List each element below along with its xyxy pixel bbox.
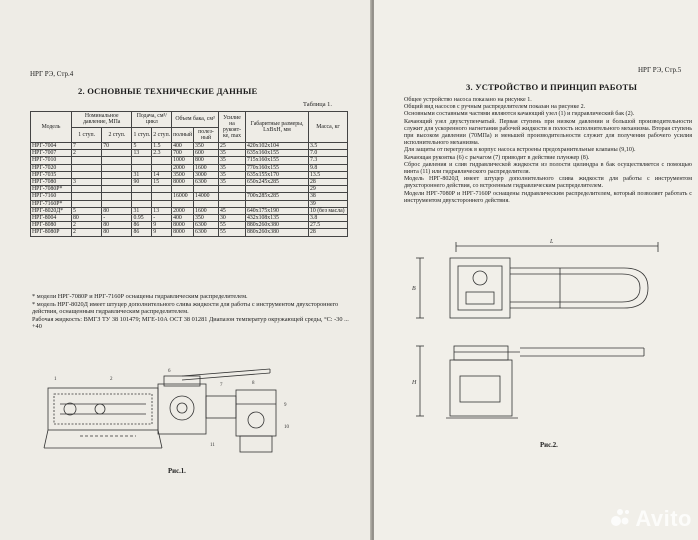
table-cell-f: 55 (219, 222, 246, 229)
table-cell-p2: - (102, 215, 132, 222)
table-notes (32, 293, 350, 331)
figure-1-caption: Рис.1. (168, 468, 186, 475)
table-cell-v2: 800 (194, 157, 219, 164)
table-cell-model: НРГ-7160Р* (31, 200, 72, 207)
note-1: * модели НРГ-7080Р и НРГ-7160Р оснащены гидравлическим распределителем. (32, 293, 248, 300)
table-cell-f: 35 (219, 157, 246, 164)
table-cell-dims: 715x160x155 (246, 157, 309, 164)
table-cell-dims: 700x285x285 (246, 193, 309, 200)
figure-2-caption: Рис.2. (540, 442, 558, 449)
table-cell-v1: 400 (172, 215, 194, 222)
svg-text:2: 2 (110, 377, 113, 382)
svg-text:9: 9 (284, 403, 287, 408)
table-cell-dims: 432x108x135 (246, 215, 309, 222)
table-cell-p2 (102, 150, 132, 157)
table-cell-p1: 2 (72, 150, 102, 157)
table-cell-v1: 8000 (172, 179, 194, 186)
table-cell-m: 7.0 (309, 150, 348, 157)
table-cell-f: 35 (219, 150, 246, 157)
table-cell-m: 39 (309, 200, 348, 207)
table-cell-dims: 635x160x155 (246, 150, 309, 157)
table-cell-v2: 14000 (194, 193, 219, 200)
paragraph-2: Общий вид насосов с ручным распределителем показан на рисунке 2. (404, 104, 586, 111)
table-cell-v2 (194, 186, 219, 193)
table-cell-v2: 350 (194, 143, 219, 150)
table-cell-p2: 80 (102, 229, 132, 236)
table-cell-q1: 5 (132, 143, 152, 150)
table-cell-v2: 3000 (194, 171, 219, 178)
table-cell-v2: 6300 (194, 229, 219, 236)
header-stage1: 1 ступ. (72, 127, 102, 143)
table-cell-p2: 80 (102, 207, 132, 214)
table-row (31, 200, 348, 207)
svg-text:11: 11 (210, 443, 215, 448)
table-cell-v1: 2000 (172, 207, 194, 214)
header-pressure: Номинальное давление, МПа (72, 112, 132, 128)
svg-text:1: 1 (54, 377, 57, 382)
table-cell-p2: 70 (102, 143, 132, 150)
table-cell-model: НРГ-7007 (31, 150, 72, 157)
table-cell-q1 (132, 186, 152, 193)
right-page-header: НРГ РЭ, Стр.5 (638, 66, 682, 74)
header-model: Модель (31, 112, 72, 143)
table-cell-q2 (152, 200, 172, 207)
table-cell-dims: 880x260x380 (246, 229, 309, 236)
table-cell-p1: 80 (72, 215, 102, 222)
table-row (31, 157, 348, 164)
table-row (31, 143, 348, 150)
right-page-title: 3. УСТРОЙСТВО И ПРИНЦИП РАБОТЫ (466, 82, 638, 92)
table-row (31, 164, 348, 171)
right-page (374, 0, 698, 540)
table-cell-f (219, 193, 246, 200)
table-cell-v2: 1600 (194, 164, 219, 171)
table-cell-q1: 31 (132, 207, 152, 214)
table-cell-p2 (102, 179, 132, 186)
header-stage1b: 1 ступ. (132, 127, 152, 143)
table-cell-f: 45 (219, 207, 246, 214)
table-row (31, 222, 348, 229)
table-cell-q1: 0.95 (132, 215, 152, 222)
table-cell-q1: 86 (132, 229, 152, 236)
dim-label-length: L (550, 239, 554, 245)
header-stage2b: 2 ступ. (152, 127, 172, 143)
table-cell-model: НРГ-7080 (31, 179, 72, 186)
table-cell-m: 3.5 (309, 143, 348, 150)
table-cell-q1: 90 (132, 179, 152, 186)
header-dims: Габаритные размеры, LxBxH, мм (246, 112, 309, 143)
specs-table (30, 111, 348, 237)
table-cell-dims: 770x160x155 (246, 164, 309, 171)
paragraph-5: Для защиты от перегрузок в корпус насоса встроены предохранительные клапаны (9,10). (404, 147, 636, 154)
table-row (31, 193, 348, 200)
table-cell-q1 (132, 164, 152, 171)
table-cell-f (219, 186, 246, 193)
table-cell-f: 55 (219, 229, 246, 236)
table-cell-p2 (102, 193, 132, 200)
paragraph-3: Основными составными частями являются качающий узел (1) и гидравлический бак (2). (404, 111, 635, 118)
table-cell-p2: 80 (102, 222, 132, 229)
table-cell-q2: 15 (152, 179, 172, 186)
table-cell-model: НРГ-7080Р* (31, 186, 72, 193)
table-cell-q2 (152, 186, 172, 193)
table-cell-model: НРГ-7010 (31, 157, 72, 164)
table-row (31, 171, 348, 178)
table-cell-p1 (72, 193, 102, 200)
table-cell-dims: 420x102x104 (246, 143, 309, 150)
avito-watermark-text: Avito (635, 505, 692, 531)
table-cell-m: 29 (309, 186, 348, 193)
svg-text:6: 6 (168, 369, 171, 374)
table-cell-m: 13.5 (309, 171, 348, 178)
table-cell-p1: 2 (72, 229, 102, 236)
table-cell-p2 (102, 171, 132, 178)
table-cell-q2 (152, 164, 172, 171)
table-cell-p1 (72, 157, 102, 164)
table-cell-m: 28 (309, 179, 348, 186)
table-cell-f: 35 (219, 164, 246, 171)
header-volume: Объем бака, см³ (172, 112, 219, 128)
figure-1-pump-drawing (40, 366, 310, 458)
table-cell-model: НРГ-7160 (31, 193, 72, 200)
table-cell-q2: - (152, 215, 172, 222)
figure-2-drawing (410, 236, 672, 436)
table-cell-dims: 640x175x190 (246, 207, 309, 214)
table-cell-model: НРГ-7035 (31, 171, 72, 178)
dim-label-width: B (412, 286, 416, 292)
paragraph-6: Качающая рукоятка (6) с рычагом (7) приводит в действие плунжер (8). (404, 154, 590, 161)
table-cell-p1: 7 (72, 143, 102, 150)
table-cell-m: 28 (309, 229, 348, 236)
table-cell-dims: 650x245x285 (246, 179, 309, 186)
header-mass: Масса, кг (309, 112, 348, 143)
header-force: Усилие на рукоят-ке, max (219, 112, 246, 143)
table-cell-v1: 1000 (172, 157, 194, 164)
table-cell-q1 (132, 193, 152, 200)
table-cell-q2: 9 (152, 229, 172, 236)
table-cell-m: 38 (309, 193, 348, 200)
table-cell-v2: 1600 (194, 207, 219, 214)
table-cell-f: 30 (219, 215, 246, 222)
table-cell-p2 (102, 157, 132, 164)
table-cell-p2 (102, 164, 132, 171)
table-cell-q1: 31 (132, 171, 152, 178)
table-cell-p2 (102, 186, 132, 193)
table-cell-p1 (72, 171, 102, 178)
svg-text:10: 10 (284, 425, 289, 430)
table-cell-v2: 600 (194, 150, 219, 157)
table-cell-q1 (132, 200, 152, 207)
table-cell-m: 9.8 (309, 164, 348, 171)
table-cell-p1 (72, 186, 102, 193)
table-cell-q2: 2.3 (152, 150, 172, 157)
paragraph-8: Модель НРГ-8020Д имеет штуцер дополнительного слива жидкости для работы с инструментом двухстороннего действия, со встроенным гидравлическим распределителем. (404, 176, 692, 190)
header-flow: Подача, см³/цикл (132, 112, 172, 128)
table-cell-q2 (152, 157, 172, 164)
table-cell-model: НРГ-8004 (31, 215, 72, 222)
table-cell-model: НРГ-8080 (31, 222, 72, 229)
table-cell-v1 (172, 200, 194, 207)
table-cell-m: 7.3 (309, 157, 348, 164)
table-cell-v2: 6300 (194, 179, 219, 186)
specs-table-body (31, 143, 348, 237)
table-cell-f: 25 (219, 143, 246, 150)
note-3: Рабочая жидкость: ВМГЗ ТУ 38 101479; МГЕ-10А ОСТ 38 01281 Диапазон температур окружающей среды, °С: -30 ... +40 (32, 315, 349, 330)
table-row (31, 179, 348, 186)
table-cell-q1: 13 (132, 150, 152, 157)
table-cell-model: НРГ-7020 (31, 164, 72, 171)
dim-label-height: H (412, 380, 417, 386)
table-cell-f: 35 (219, 171, 246, 178)
table-cell-v1: 700 (172, 150, 194, 157)
header-stage2: 2 ступ. (102, 127, 132, 143)
table-cell-m: 10 (без масла) (309, 207, 348, 214)
table-cell-f (219, 200, 246, 207)
table-cell-m: 27.5 (309, 222, 348, 229)
table-cell-v1: 8000 (172, 229, 194, 236)
avito-watermark (610, 506, 692, 534)
table-label: Таблица 1. (303, 101, 332, 108)
table-cell-dims: 635x155x170 (246, 171, 309, 178)
left-page-header: НРГ РЭ, Стр.4 (30, 70, 74, 78)
table-cell-v2 (194, 200, 219, 207)
table-cell-p1: 2 (72, 222, 102, 229)
table-cell-q2: 9 (152, 222, 172, 229)
paragraph-4: Качающий узел двухступенчатый. Первая ступень при низком давлении и большой производительности служит для ускоренного нагнетания рабочей жидкости в полость исполнительного механизма. Вторая ступень при высоком давлении (70МПа) и меньшей производительности служит для получения рабочего усилия исполнительного механизма. (404, 118, 692, 147)
table-row (31, 215, 348, 222)
table-cell-q1: 86 (132, 222, 152, 229)
paragraph-1: Общее устройство насоса показано на рисунке 1. (404, 97, 532, 103)
table-cell-model: НРГ-8080Р (31, 229, 72, 236)
table-cell-p1 (72, 200, 102, 207)
table-cell-dims: 880x260x380 (246, 222, 309, 229)
table-cell-p1 (72, 164, 102, 171)
table-row (31, 186, 348, 193)
header-useful: полез-ный (194, 127, 219, 143)
svg-text:8: 8 (252, 381, 255, 386)
table-cell-p1: 5 (72, 207, 102, 214)
table-cell-q2 (152, 193, 172, 200)
paragraph-7: Сброс давления и слив гидравлической жидкости из полости цилиндра в бак осуществляется с помощью винта (11) или гидравлического распределителя. (404, 161, 692, 176)
table-cell-q1 (132, 157, 152, 164)
table-cell-v1: 400 (172, 143, 194, 150)
table-cell-q2: 1.5 (152, 143, 172, 150)
table-cell-v2: 350 (194, 215, 219, 222)
table-cell-f: 35 (219, 179, 246, 186)
table-cell-dims (246, 186, 309, 193)
table-row (31, 207, 348, 214)
table-cell-q2: 13 (152, 207, 172, 214)
table-cell-model: НРГ-7004 (31, 143, 72, 150)
table-cell-dims (246, 200, 309, 207)
right-page-text (404, 97, 692, 205)
table-cell-p2 (102, 200, 132, 207)
table-cell-v1: 8000 (172, 222, 194, 229)
svg-text:7: 7 (220, 383, 223, 388)
table-row (31, 229, 348, 236)
table-cell-v1: 16000 (172, 193, 194, 200)
table-cell-v1: 3500 (172, 171, 194, 178)
table-cell-v1: 2000 (172, 164, 194, 171)
paragraph-9: Модели НРГ-7080Р и НРГ-7160Р оснащены гидравлическим распределителем, который позволяет работать с инструментом двухстороннего действия. (404, 190, 692, 204)
table-row (31, 150, 348, 157)
table-cell-p1: 3 (72, 179, 102, 186)
table-cell-m: 3.8 (309, 215, 348, 222)
table-cell-q2: 14 (152, 171, 172, 178)
avito-logo-icon (610, 506, 632, 534)
table-cell-v1 (172, 186, 194, 193)
note-2: * модель НРГ-8020Д имеет штуцер дополнительного слива жидкости для работы с инструментом двухстороннего действия, оснащенным гидравлическим распределителем. (32, 300, 339, 315)
left-page-title: 2. ОСНОВНЫЕ ТЕХНИЧЕСКИЕ ДАННЫЕ (78, 86, 258, 96)
table-cell-v2: 6300 (194, 222, 219, 229)
header-full: полный (172, 127, 194, 143)
table-cell-model: НРГ-8020Д* (31, 207, 72, 214)
